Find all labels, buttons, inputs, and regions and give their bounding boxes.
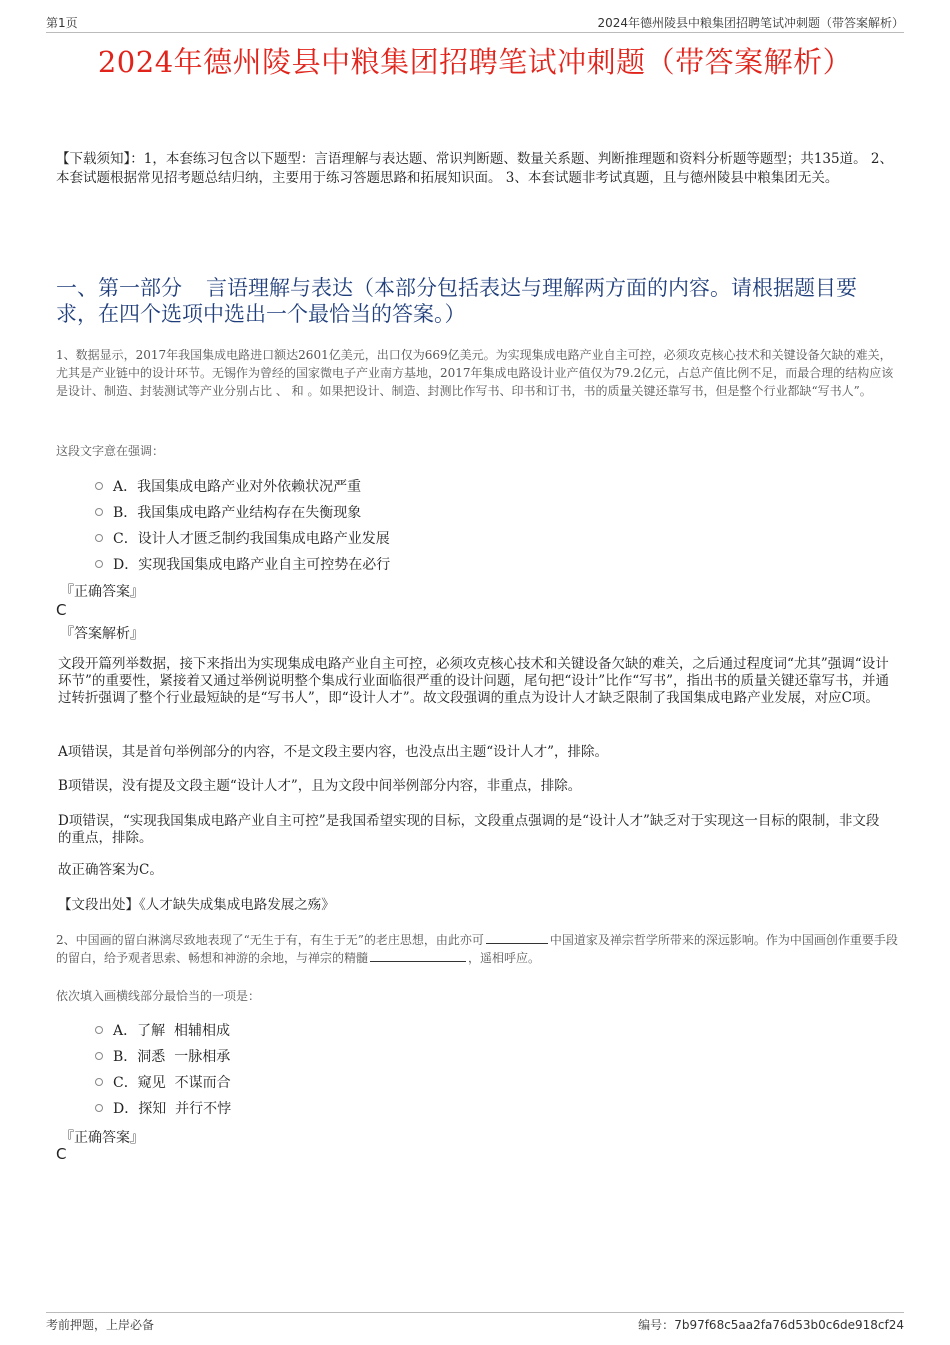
section-heading — [56, 275, 894, 327]
option-letter: D． — [113, 557, 139, 573]
option-c[interactable] — [95, 1069, 231, 1095]
blank-line — [486, 932, 548, 944]
analysis-paragraph: 文段开篇列举数据，接下来指出为实现集成电路产业自主可控，必须攻克核心技术和关键设备欠缺的难关，之后通过程度词“尤其”强调“设计环节”的重要性，紧接着又通过举例说明整个集成行业面临很严重的设计问题，尾句把“设计”比作“写书”，指出书的质量关键还靠写书，并通过转折强调了整个行业最短缺的是“写书人”，即“设计人才”。故文段强调的重点为设计人才缺乏限制了我国集成电路产业发展，对应C项。 — [58, 656, 890, 706]
option-text: 探知 并行不悖 — [138, 1101, 232, 1117]
radio-icon[interactable] — [95, 508, 103, 516]
option-text: 了解 相辅相成 — [137, 1023, 231, 1039]
question-2-text-part: ，遥相呼应。 — [468, 951, 541, 965]
option-letter: C． — [113, 531, 138, 547]
radio-icon[interactable] — [95, 1104, 103, 1112]
option-text: 我国集成电路产业对外依赖状况严重 — [137, 479, 362, 495]
blank-line — [370, 950, 466, 962]
option-b[interactable] — [95, 499, 390, 525]
analysis-label: 『答案解析』 — [60, 626, 144, 642]
option-d[interactable] — [95, 1095, 231, 1121]
radio-icon[interactable] — [95, 1078, 103, 1086]
option-text: 洞悉 一脉相承 — [137, 1049, 231, 1065]
correct-answer-label: 『正确答案』 — [60, 1130, 144, 1146]
option-a[interactable] — [95, 1017, 231, 1043]
radio-icon[interactable] — [95, 1026, 103, 1034]
radio-icon[interactable] — [95, 560, 103, 568]
option-letter: B． — [113, 1049, 138, 1065]
section-title: 一、第一部分 — [56, 276, 182, 300]
footer-slogan: 考前押题，上岸必备 — [46, 1318, 155, 1332]
correct-answer-label: 『正确答案』 — [60, 584, 144, 600]
analysis-paragraph: B项错误，没有提及文段主题“设计人才”，且为文段中间举例部分内容，非重点，排除。 — [58, 778, 582, 794]
question-2-options — [95, 1017, 231, 1121]
correct-answer: C — [56, 601, 67, 619]
question-2-text-part: 中国道家及禅宗哲学所带来的深远影响。作为中国画创作重要手段的留白，给予观者思索、畅想和神游的余地，与禅宗的精髓 — [56, 933, 898, 965]
analysis-paragraph: D项错误，“实现我国集成电路产业自主可控”是我国希望实现的目标，文段重点强调的是“设计人才”缺乏对于实现这一目标的限制，非文段的重点，排除。 — [58, 813, 880, 846]
source-citation: 【文段出处】《人才缺失成集成电路发展之殇》 — [58, 897, 335, 913]
question-2-text — [56, 931, 898, 967]
option-b[interactable] — [95, 1043, 231, 1069]
correct-answer: C — [56, 1145, 67, 1163]
download-notice: 【下载须知】：1，本套练习包含以下题型：言语理解与表达题、常识判断题、数量关系题、判断推理题和资料分析题等题型；共135道。 2、本套试题根据常见招考题总结归纳，主要用于练习答题思路和拓展知识面。 3、本套试题非考试真题，且与德州陵县中粮集团无关。 — [56, 151, 893, 186]
code-value: 7b97f68c5aa2fa76d53b0c6de918cf24 — [674, 1318, 904, 1332]
question-2-text-part: 2、中国画的留白淋漓尽致地表现了“无生于有，有生于无”的老庄思想，由此亦可 — [56, 933, 484, 947]
radio-icon[interactable] — [95, 482, 103, 490]
question-1-prompt: 这段文字意在强调： — [56, 444, 165, 458]
page-header — [46, 14, 904, 33]
option-text: 我国集成电路产业结构存在失衡现象 — [137, 505, 362, 521]
option-a[interactable] — [95, 473, 390, 499]
option-letter: A． — [113, 1023, 138, 1039]
document-code — [638, 1316, 904, 1333]
option-text: 窥见 不谋而合 — [137, 1075, 231, 1091]
option-letter: A． — [113, 479, 138, 495]
page-number: 第1页 — [46, 16, 78, 30]
page-footer — [46, 1312, 904, 1333]
option-c[interactable] — [95, 525, 390, 551]
option-letter: B． — [113, 505, 138, 521]
option-letter: D． — [113, 1101, 139, 1117]
option-letter: C． — [113, 1075, 138, 1091]
option-d[interactable] — [95, 551, 390, 577]
question-1-options — [95, 473, 390, 577]
document-title: 2024年德州陵县中粮集团招聘笔试冲刺题（带答案解析） — [97, 45, 853, 79]
analysis-paragraph: 故正确答案为C。 — [58, 862, 163, 878]
option-text: 实现我国集成电路产业自主可控势在必行 — [138, 557, 391, 573]
section-description: 言语理解与表达（本部分包括表达与理解两方面的内容。请根据题目要求，在四个选项中选出一个最恰当的答案。） — [56, 276, 857, 326]
option-text: 设计人才匮乏制约我国集成电路产业发展 — [137, 531, 390, 547]
code-label: 编号： — [638, 1318, 675, 1332]
question-2-prompt: 依次填入画横线部分最恰当的一项是： — [56, 989, 261, 1003]
question-1-text: 1、数据显示，2017年我国集成电路进口额达2601亿美元，出口仅为669亿美元。为实现集成电路产业自主可控，必须攻克核心技术和关键设备欠缺的难关，尤其是产业链中的设计环节。无锡作为曾经的国家微电子产业南方基地，2017年集成电路设计业产值仅为79.2亿元，占总产值比例不足，而最合理的结构应该是设计、制造、封装测试等产业分别占比 、 和 。如果把设计、制造、封测比作写书、印书和订书，书的质量关键还靠写书，但是整个行业都缺“写书人”。 — [56, 348, 894, 398]
radio-icon[interactable] — [95, 1052, 103, 1060]
header-doc-title: 2024年德州陵县中粮集团招聘笔试冲刺题（带答案解析） — [597, 16, 904, 30]
analysis-paragraph: A项错误，其是首句举例部分的内容，不是文段主要内容，也没点出主题“设计人才”，排除。 — [58, 744, 609, 760]
radio-icon[interactable] — [95, 534, 103, 542]
